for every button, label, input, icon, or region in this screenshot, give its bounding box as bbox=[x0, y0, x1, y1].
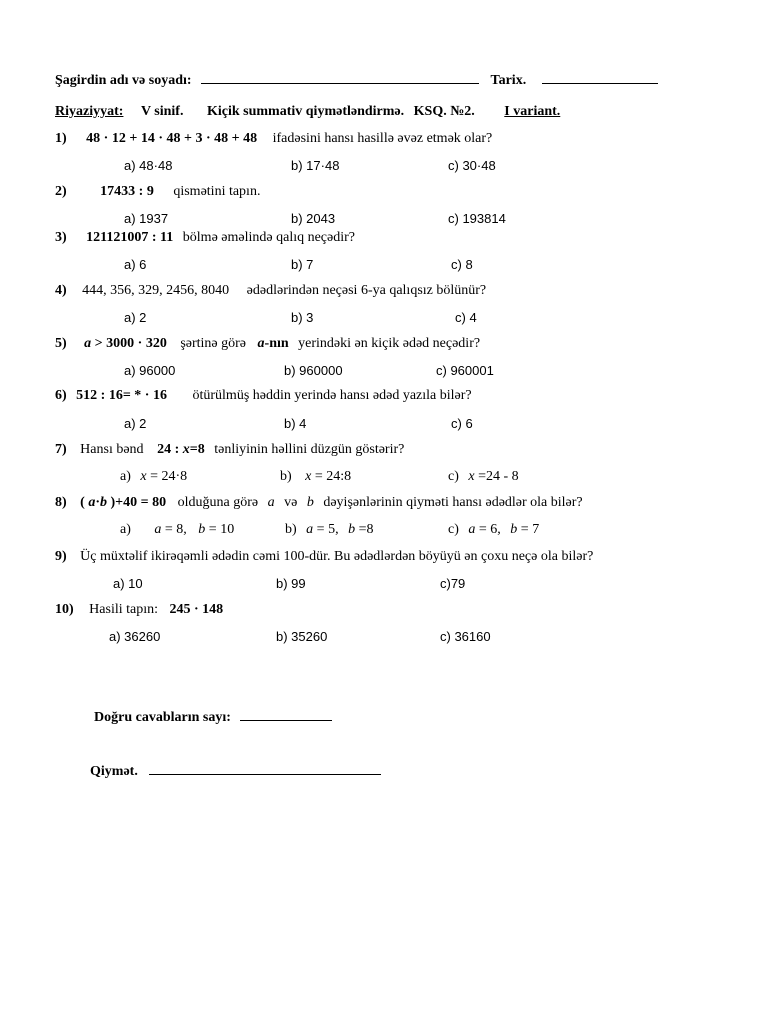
option-c[interactable]: c) 30·48 bbox=[448, 158, 496, 173]
question-6 bbox=[55, 387, 472, 405]
question-number: 1) bbox=[55, 131, 67, 146]
question-text-part: şərtinə görə bbox=[180, 336, 247, 351]
option-c[interactable]: c) 4 bbox=[455, 310, 477, 325]
option-a[interactable]: a) 36260 bbox=[109, 629, 161, 644]
option-a[interactable]: a) 10 bbox=[113, 576, 143, 591]
grade-label: Qiymət. bbox=[90, 764, 138, 779]
correct-answers-label: Doğru cavabların sayı: bbox=[94, 710, 231, 725]
question-9 bbox=[55, 548, 593, 566]
student-name-row bbox=[55, 70, 658, 90]
grade-blank[interactable] bbox=[149, 761, 381, 775]
question-text: bölmə əməlində qalıq neçədir? bbox=[182, 230, 356, 245]
date-label: Tarix. bbox=[490, 73, 527, 88]
question-number: 2) bbox=[55, 184, 67, 199]
option-b[interactable]: b) 960000 bbox=[284, 363, 343, 378]
student-name-blank[interactable] bbox=[201, 70, 479, 84]
question-1 bbox=[55, 130, 492, 148]
correct-answers-row bbox=[94, 707, 332, 727]
variable-x: x bbox=[182, 442, 190, 457]
option-a[interactable]: a) 2 bbox=[124, 416, 147, 431]
variant-label: I variant. bbox=[504, 104, 561, 119]
question-expression: > 3000 · 320 bbox=[91, 336, 167, 351]
question-expression-end: =8 bbox=[189, 442, 205, 457]
question-expression: 121121007 : 11 bbox=[86, 230, 174, 245]
question-number: 10) bbox=[55, 602, 74, 617]
student-name-label: Şagirdin adı və soyadı: bbox=[55, 73, 192, 88]
question-number: 3) bbox=[55, 230, 67, 245]
question-expression: 17433 : 9 bbox=[100, 184, 154, 199]
question-text: ifadəsini hansı hasillə əvəz etmək olar? bbox=[272, 131, 493, 146]
question-text-suffix: -nın bbox=[264, 336, 289, 351]
question-number: 4) bbox=[55, 283, 67, 298]
variable-x: x bbox=[305, 469, 312, 484]
option-a[interactable]: a) 48·48 bbox=[124, 158, 173, 173]
question-number: 8) bbox=[55, 495, 67, 510]
date-blank[interactable] bbox=[542, 70, 658, 84]
option-b[interactable]: b) 17·48 bbox=[291, 158, 340, 173]
ksq-label: KSQ. №2. bbox=[413, 104, 475, 119]
question-prefix: Hansı bənd bbox=[80, 442, 144, 457]
question-number: 5) bbox=[55, 336, 67, 351]
variable-a: a bbox=[267, 495, 275, 510]
question-7 bbox=[55, 441, 404, 459]
question-expression: )+40 = 80 bbox=[110, 495, 167, 510]
option-c[interactable]: c) 193814 bbox=[448, 211, 506, 226]
grade-label: V sinif. bbox=[140, 104, 184, 119]
option-a[interactable]: a) x = 24·8 bbox=[120, 469, 188, 484]
question-number: 6) bbox=[55, 388, 67, 403]
option-a[interactable]: a) 1937 bbox=[124, 211, 169, 226]
question-expression: 24 : bbox=[157, 442, 180, 457]
option-b[interactable]: b) x = 24:8 bbox=[280, 469, 352, 484]
option-b[interactable]: b) 2043 bbox=[291, 211, 336, 226]
question-expression: 444, 356, 329, 2456, 8040 bbox=[82, 283, 230, 298]
option-b[interactable]: b) 35260 bbox=[276, 629, 328, 644]
title-row bbox=[55, 103, 560, 121]
question-text: tənliyinin həllini düzgün göstərir? bbox=[214, 442, 405, 457]
option-b[interactable]: b) 4 bbox=[284, 416, 307, 431]
question-text: yerindəki ən kiçik ədəd neçədir? bbox=[298, 336, 481, 351]
assessment-label: Kiçik summativ qiymətləndirmə. bbox=[206, 104, 405, 119]
option-c[interactable]: c) x =24 - 8 bbox=[448, 469, 519, 484]
question-text: ədədlərindən neçəsi 6-ya qalıqsız bölünür? bbox=[246, 283, 487, 298]
subject-label: Riyaziyyat: bbox=[55, 104, 124, 119]
variable-b: b bbox=[100, 495, 108, 510]
question-expression: 48 · 12 + 14 · 48 + 3 · 48 + 48 bbox=[86, 131, 258, 146]
option-c[interactable]: c)79 bbox=[440, 576, 466, 591]
question-number: 7) bbox=[55, 442, 67, 457]
option-a[interactable]: a) a = 8, b = 10 bbox=[120, 522, 235, 537]
option-c[interactable]: c) 36160 bbox=[440, 629, 491, 644]
variable-x: x bbox=[468, 469, 475, 484]
question-expression: 245 · 148 bbox=[169, 602, 224, 617]
question-10 bbox=[55, 601, 223, 619]
question-4 bbox=[55, 282, 486, 300]
question-5 bbox=[55, 335, 480, 353]
option-a[interactable]: a) 96000 bbox=[124, 363, 176, 378]
option-c[interactable]: c) a = 6, b = 7 bbox=[448, 522, 540, 537]
option-b[interactable]: b) a = 5, b =8 bbox=[285, 522, 374, 537]
option-c[interactable]: c) 6 bbox=[451, 416, 473, 431]
variable-b: b bbox=[306, 495, 314, 510]
option-b[interactable]: b) 99 bbox=[276, 576, 306, 591]
option-a[interactable]: a) 6 bbox=[124, 257, 147, 272]
option-c[interactable]: c) 8 bbox=[451, 257, 473, 272]
grade-row bbox=[90, 761, 381, 781]
question-text: dəyişənlərinin qiyməti hansı ədədlər ola bilər? bbox=[323, 495, 583, 510]
question-text: ötürülmüş həddin yerində hansı ədəd yazıla bilər? bbox=[192, 388, 472, 403]
question-2 bbox=[55, 183, 260, 201]
question-expression: 512 : 16= * · 16 bbox=[76, 388, 167, 403]
variable-a: a bbox=[257, 336, 265, 351]
option-a[interactable]: a) 2 bbox=[124, 310, 147, 325]
option-c[interactable]: c) 960001 bbox=[436, 363, 494, 378]
question-prefix: Hasili tapın: bbox=[89, 602, 158, 617]
question-text: Üç müxtəlif ikirəqəmli ədədin cəmi 100-dür. Bu ədədlərdən böyüyü ən çoxu neçə ola bilər? bbox=[80, 549, 594, 564]
variable-x: x bbox=[140, 469, 147, 484]
option-b[interactable]: b) 7 bbox=[291, 257, 314, 272]
question-number: 9) bbox=[55, 549, 67, 564]
question-3 bbox=[55, 229, 355, 247]
option-b[interactable]: b) 3 bbox=[291, 310, 314, 325]
correct-answers-blank[interactable] bbox=[240, 707, 332, 721]
variable-a: a bbox=[84, 336, 92, 351]
question-text: qismətini tapın. bbox=[173, 184, 261, 199]
variable-a: a bbox=[88, 495, 96, 510]
question-8: 8) ( a·b )+40 = 80 olduğuna görə a və b dəyişənlərinin qiyməti hansı ədədlər ola bilər? bbox=[55, 495, 583, 510]
